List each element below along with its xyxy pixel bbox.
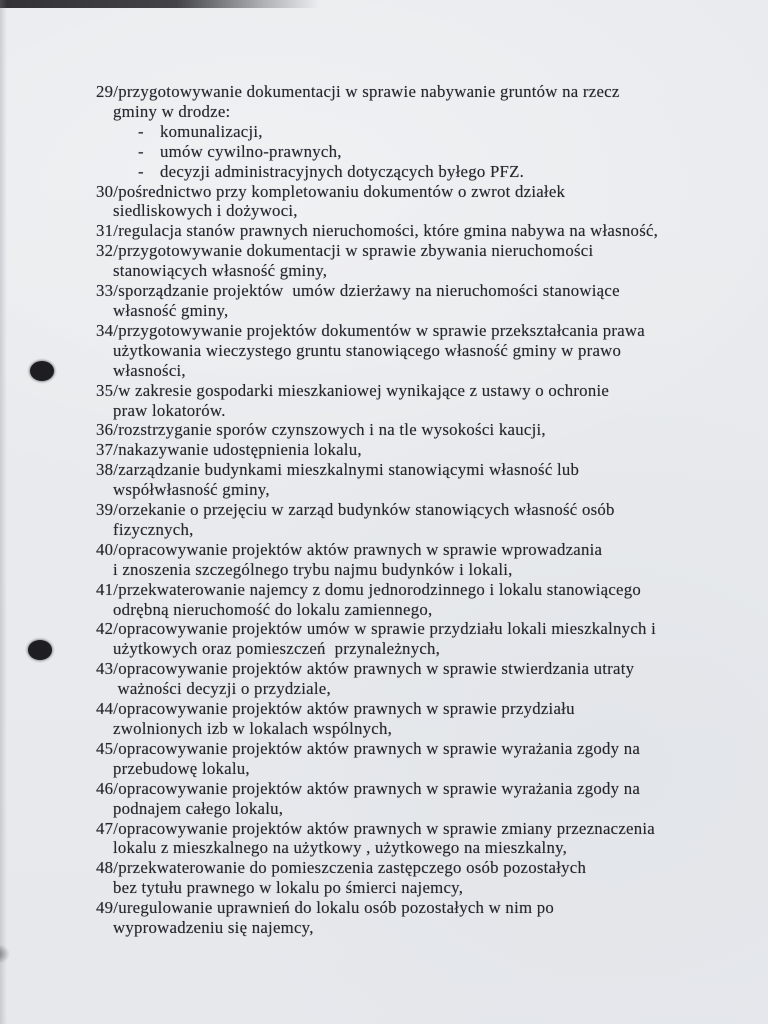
item-continuation-line: własności, [113, 360, 186, 380]
item-text: opracowywanie projektów aktów prawnych w sprawie przydziału [118, 699, 575, 719]
list-item [96, 739, 716, 779]
item-first-line [96, 241, 716, 261]
item-text: regulacja stanów prawnych nieruchomości, które gmina nabywa na własność, [118, 221, 659, 241]
item-number: 44/ [96, 699, 119, 719]
item-continuation-line: podnajem całego lokalu, [113, 798, 284, 818]
item-first-line [96, 819, 716, 839]
item-sub-line [96, 142, 716, 162]
list-item [96, 281, 716, 321]
item-first-line [96, 82, 716, 102]
list-item [96, 580, 716, 620]
item-text: orzekanie o przejęciu w zarząd budynków stanowiących własność osób [118, 500, 615, 520]
item-text: opracowywanie projektów aktów prawnych w sprawie wyrażania zgody na [118, 738, 641, 758]
item-continuation-line: fizycznych, [113, 519, 194, 539]
item-first-line [96, 460, 716, 480]
item-continuation-line: współwłasność gminy, [113, 480, 270, 500]
item-continuation-line: użytkowych oraz pomieszczeń przynależnych, [113, 639, 441, 659]
list-item [96, 699, 716, 739]
item-text: opracowywanie projektów aktów prawnych w sprawie zmiany przeznaczenia [118, 818, 655, 838]
item-continuation-line: ważności decyzji o przydziale, [113, 679, 331, 699]
list-item [96, 619, 716, 659]
item-first-line [96, 779, 716, 799]
document-list [96, 82, 716, 938]
item-number: 29/ [96, 82, 119, 101]
list-item [96, 182, 716, 222]
item-first-line [96, 659, 716, 679]
hole-punch-dot [30, 361, 54, 381]
item-first-line [96, 500, 716, 520]
item-number: 34/ [96, 320, 119, 340]
item-continuation-line: bez tytułu prawnego w lokalu po śmierci najemcy, [113, 878, 464, 898]
item-number: 30/ [96, 181, 119, 201]
list-item [96, 420, 716, 440]
item-number: 35/ [96, 380, 119, 400]
scan-edge-shadow-top [0, 0, 320, 8]
item-sub-line [96, 162, 716, 182]
item-continuation-line: gminy w drodze: [113, 101, 231, 121]
item-text: sporządzanie projektów umów dzierżawy na nieruchomości stanowiące [118, 281, 620, 301]
item-number: 46/ [96, 778, 119, 798]
item-continuation-line: odrębną nieruchomość do lokalu zamiennego, [113, 599, 433, 619]
item-number: 49/ [96, 898, 119, 918]
item-text: przygotowywanie dokumentacji w sprawie zbywania nieruchomości [118, 241, 594, 261]
item-sub-text: decyzji administracyjnych dotyczących byłego PFZ. [160, 161, 525, 181]
item-first-line [96, 182, 716, 202]
list-item [96, 440, 716, 460]
item-sub-text: komunalizacji, [160, 121, 263, 141]
list-item [96, 898, 716, 938]
scan-edge-shadow-bottom-left [0, 944, 10, 964]
item-number: 42/ [96, 619, 119, 639]
list-item [96, 221, 716, 241]
item-text: przygotowywanie dokumentacji w sprawie nabywanie gruntów na rzecz [118, 82, 620, 101]
item-continuation-line: siedliskowych i dożywoci, [113, 201, 298, 221]
list-item [96, 858, 716, 898]
item-text: zarządzanie budynkami mieszkalnymi stanowiącymi własność lub [118, 460, 580, 480]
item-first-line [96, 321, 716, 341]
item-text: opracowywanie projektów aktów prawnych w sprawie wprowadzania [118, 539, 603, 559]
item-continuation-line: przebudowę lokalu, [113, 758, 250, 778]
item-sub-text: umów cywilno-prawnych, [160, 141, 342, 161]
dash-marker: - [138, 161, 144, 181]
item-first-line [96, 381, 716, 401]
item-first-line [96, 699, 716, 719]
item-number: 41/ [96, 579, 119, 599]
item-number: 47/ [96, 818, 119, 838]
list-item [96, 819, 716, 859]
item-number: 48/ [96, 858, 119, 878]
item-number: 40/ [96, 539, 119, 559]
item-continuation-line: zwolnionych izb w lokalach wspólnych, [113, 719, 393, 738]
item-text: uregulowanie uprawnień do lokalu osób pozostałych w nim po [118, 898, 555, 918]
list-item [96, 82, 716, 182]
item-text: przekwaterowanie do pomieszczenia zastępczego osób pozostałych [118, 858, 587, 878]
item-number: 32/ [96, 241, 119, 261]
item-number: 36/ [96, 420, 119, 440]
list-item [96, 381, 716, 421]
item-number: 39/ [96, 500, 119, 520]
item-first-line [96, 540, 716, 560]
item-text: opracowywanie projektów umów w sprawie przydziału lokali mieszkalnych i [118, 619, 657, 639]
item-first-line [96, 739, 716, 759]
item-text: rozstrzyganie sporów czynszowych i na tle wysokości kaucji, [118, 420, 546, 440]
item-text: w zakresie gospodarki mieszkaniowej wynikające z ustawy o ochronie [118, 380, 610, 400]
item-text: przekwaterowanie najemcy z domu jednorodzinnego i lokalu stanowiącego [118, 579, 642, 599]
item-first-line [96, 619, 716, 639]
list-item [96, 779, 716, 819]
list-item [96, 321, 716, 381]
list-item [96, 659, 716, 699]
item-continuation-line: lokalu z mieszkalnego na użytkowy , użytkowego na mieszkalny, [113, 838, 568, 858]
item-first-line [96, 221, 716, 241]
item-number: 45/ [96, 738, 119, 758]
item-first-line [96, 898, 716, 918]
item-text: opracowywanie projektów aktów prawnych w sprawie stwierdzania utraty [118, 659, 635, 679]
item-continuation-line: użytkowania wieczystego gruntu stanowiącego własność gminy w prawo [113, 340, 622, 360]
item-text: pośrednictwo przy kompletowaniu dokumentów o zwrot działek [118, 181, 566, 201]
item-number: 33/ [96, 281, 119, 301]
item-continuation-line: własność gminy, [113, 300, 229, 320]
item-continuation-line: stanowiących własność gminy, [113, 261, 328, 281]
item-first-line [96, 858, 716, 878]
dash-marker: - [138, 141, 144, 161]
item-text: przygotowywanie projektów dokumentów w sprawie przekształcania prawa [118, 320, 645, 340]
item-continuation-line: praw lokatorów. [113, 400, 226, 420]
item-continuation-line: wyprowadzeniu się najemcy, [113, 918, 314, 938]
item-first-line [96, 281, 716, 301]
item-sub-line [96, 122, 716, 142]
item-continuation-line: i znoszenia szczególnego trybu najmu budynków i lokali, [113, 559, 513, 579]
item-text: nakazywanie udostępnienia lokalu, [118, 440, 362, 460]
item-first-line [96, 580, 716, 600]
item-number: 38/ [96, 460, 119, 480]
list-item [96, 241, 716, 281]
list-item [96, 500, 716, 540]
item-text: opracowywanie projektów aktów prawnych w sprawie wyrażania zgody na [118, 778, 641, 798]
item-number: 37/ [96, 440, 119, 460]
hole-punch-dot [28, 640, 52, 660]
item-number: 31/ [96, 221, 119, 241]
list-item [96, 540, 716, 580]
item-number: 43/ [96, 659, 119, 679]
scan-edge-shadow-left [0, 0, 7, 1024]
list-item [96, 460, 716, 500]
item-first-line [96, 440, 716, 460]
dash-marker: - [138, 121, 144, 141]
item-first-line [96, 420, 716, 440]
